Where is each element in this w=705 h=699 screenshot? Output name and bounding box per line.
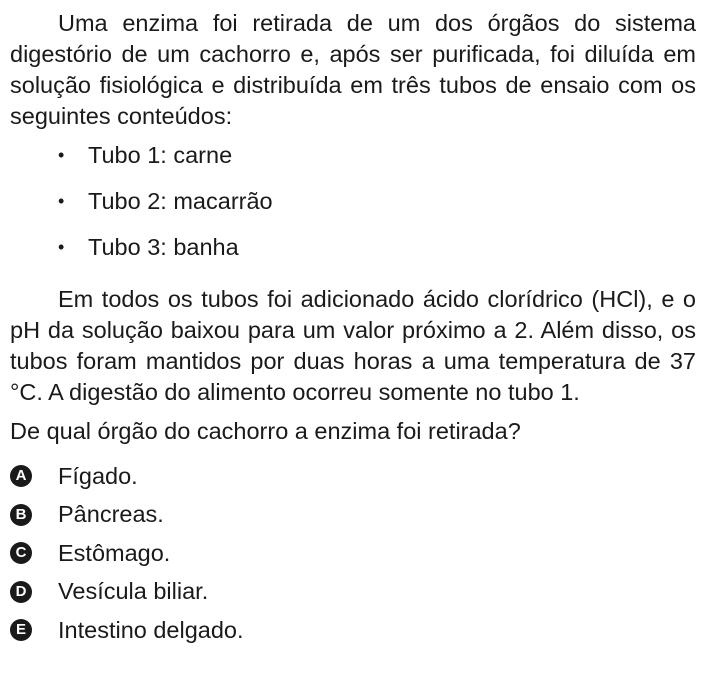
list-item: [10, 140, 696, 186]
option-letter-icon: D: [10, 581, 32, 603]
tube-text: Tubo 2: macarrão: [88, 188, 273, 214]
tube-list: [10, 140, 696, 278]
list-item: [10, 186, 696, 232]
question-block: [10, 8, 696, 650]
option-text: Vesícula biliar.: [58, 578, 209, 605]
bullet-icon: •: [58, 145, 65, 165]
answer-option-a[interactable]: [10, 457, 696, 496]
question-paragraph-intro: Uma enzima foi retirada de um dos órgãos do sistema digestório de um cachorro e, após ser purificada, foi diluída em solução fisiológica e distribuída em três tubos de ensaio com os seguintes conteúdos:: [10, 10, 696, 129]
answer-option-b[interactable]: [10, 496, 696, 535]
question-paragraph-experiment: Em todos os tubos foi adicionado ácido clorídrico (HCl), e o pH da solução baixou para um valor próximo a 2. Além disso, os tubos foram mantidos por duas horas a uma temperatura de 37 °C. A digestão do alimento ocorreu somente no tubo 1.: [10, 286, 696, 405]
option-letter-icon: C: [10, 542, 32, 564]
bullet-icon: •: [58, 191, 65, 211]
option-text: Estômago.: [58, 539, 171, 566]
answer-options: [10, 457, 696, 650]
option-letter-icon: B: [10, 504, 32, 526]
option-letter-icon: E: [10, 619, 32, 641]
bullet-icon: •: [58, 237, 65, 257]
answer-option-e[interactable]: [10, 611, 696, 650]
question-prompt: De qual órgão do cachorro a enzima foi retirada?: [10, 418, 521, 444]
option-text: Intestino delgado.: [58, 616, 244, 643]
list-item: [10, 232, 696, 278]
tube-text: Tubo 3: banha: [88, 234, 239, 260]
tube-text: Tubo 1: carne: [88, 142, 233, 168]
option-text: Pâncreas.: [58, 501, 164, 528]
option-letter-icon: A: [10, 465, 32, 487]
answer-option-d[interactable]: [10, 573, 696, 612]
option-text: Fígado.: [58, 462, 138, 489]
answer-option-c[interactable]: [10, 534, 696, 573]
